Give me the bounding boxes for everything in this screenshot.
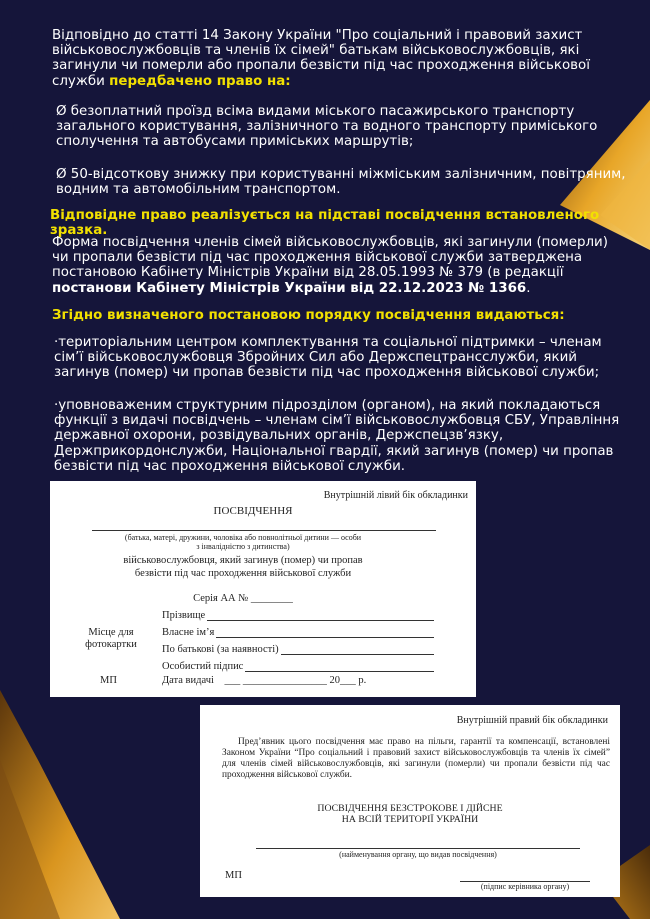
certificate-right-page <box>200 705 620 897</box>
issue-date <box>162 675 366 686</box>
intro-paragraph <box>52 28 612 89</box>
right-item-2: Ø 50-відсоткову знижку при користуванні міжміським залізничним, повітряним, водним та автомобільним транспортом. <box>56 167 626 198</box>
right-corner-label: Внутрішній правий бік обкладинки <box>456 715 608 726</box>
certificate-title: ПОСВІДЧЕННЯ <box>213 505 293 517</box>
field-surname: Прізвище <box>162 610 434 621</box>
validity-line-1: ПОСВІДЧЕННЯ БЕЗСТРОКОВЕ І ДІЙСНЕ <box>317 803 503 814</box>
validity-line-2: НА ВСІЙ ТЕРИТОРІЇ УКРАЇНИ <box>341 814 479 825</box>
field-signature: Особистий підпис <box>162 661 434 672</box>
right-item-1: Ø безоплатний проїзд всіма видами міського пасажирського транспорту загального користування, залізничного та водного транспорту приміського сполучення та автобусами приміських маршрутів; <box>56 104 598 150</box>
description-line-2: безвісти під час проходження військової служби <box>134 568 352 579</box>
issuance-item-2: ·уповноваженим структурним підрозділом (органом), на який покладаються функції з видачі посвідчень – членам сім’ї військовослужбовця СБУ, Управління державної охорони, розвідувальних органів, Держспецзв’язку, Держприкордонслужби, Національної гвардії, який загинув (помер) чи пропав безвісти під час проходження військової служби. <box>54 398 620 474</box>
issue-date-label: Дата видачі <box>162 675 214 686</box>
form-text: Форма посвідчення членів сімей військовослужбовців, які загинули (померли) чи пропали безвісти під час проходження військової служби затверджена постановою Кабінету Міністрів України від 28.05.1993 № 379 (в редакції <box>52 235 608 281</box>
intro-text: Відповідно до статті 14 Закону України "Про соціальний і правовий захист військовослужбовців та членів їх сімей" батькам військовослужбовців, які загинули чи померли або пропали безвісти під час проходження військової служби <box>52 28 590 89</box>
basis-heading: Відповідне право реалізується на підставі посвідчення встановленого зразка. <box>50 208 600 239</box>
certificate-left-page <box>50 481 476 697</box>
issuance-heading: Згідно визначеного постановою порядку посвідчення видаються: <box>52 308 565 323</box>
issue-date-value: ___ ________________ 20___ р. <box>224 675 367 686</box>
issuance-item-1: ·територіальним центром комплектування та соціальної підтримки – членам сім’ї військовослужбовця Збройних Сил або Держспецтрансслужби, який загинув (помер) чи пропав безвісти під час проходження військової служби; <box>54 335 602 381</box>
stamp-right: МП <box>225 870 242 881</box>
field-patronymic: По батькові (за наявності) <box>162 644 434 655</box>
form-decree: постанови Кабінету Міністрів України від 22.12.2023 № 1366 <box>52 280 527 296</box>
caption-line-1: (батька, матері, дружини, чоловіка або повнолітньої дитини — особи <box>124 533 362 542</box>
series-number: Серія АА № ________ <box>193 593 293 604</box>
issuing-organ-caption: (найменування органу, що видав посвідчення) <box>339 850 497 859</box>
left-corner-label: Внутрішній лівий бік обкладинки <box>323 490 468 501</box>
photo-placeholder: Місце для фотокартки <box>85 627 137 650</box>
field-given-name: Власне ім’я <box>162 627 434 638</box>
privileges-text: Пред’явник цього посвідчення має право на пільги, гарантії та компенсації, встановлені Законом України “Про соціальний і правовий захист військовослужбовців та членів їх сімей” для членів сімей військовослужбовців, які загинули (померли) чи пропали безвісти під час проходження військової служби. <box>222 737 610 780</box>
form-end: . <box>526 280 531 296</box>
description-line-1: військовослужбовця, який загинув (помер) чи пропав <box>123 555 363 566</box>
stamp-left: МП <box>100 675 117 686</box>
caption-line-2: з інвалідністю з дитинства) <box>196 542 290 551</box>
signature-caption: (підпис керівника органу) <box>480 882 570 891</box>
form-paragraph <box>52 235 622 296</box>
intro-highlight: передбачено право на: <box>109 73 291 89</box>
